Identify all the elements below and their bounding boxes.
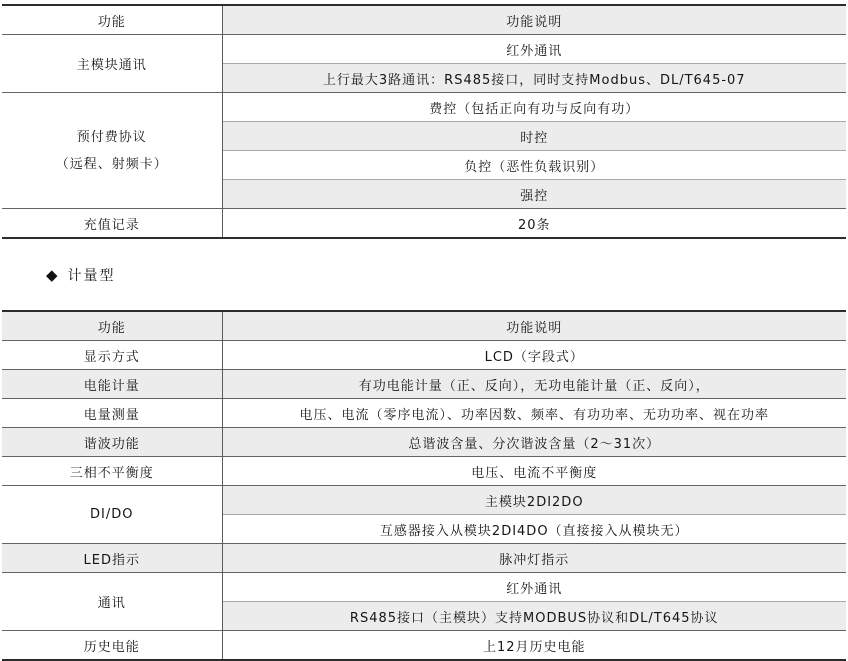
description-cell: 费控（包括正向有功与反向有功） (222, 93, 846, 122)
description-cell: 电压、电流不平衡度 (222, 457, 846, 486)
function-cell-three-phase-unbalance: 三相不平衡度 (2, 457, 222, 486)
description-header-cell: 功能说明 (222, 5, 846, 35)
section-title: 计量型 (67, 267, 116, 284)
description-cell: 红外通讯 (222, 573, 846, 602)
function-cell-di-do: DI/DO (2, 486, 222, 544)
table-row (2, 428, 846, 457)
description-cell: 脉冲灯指示 (222, 544, 846, 573)
table-row (2, 399, 846, 428)
description-cell: 互感器接入从模块2DI4DO（直接接入从模块无） (222, 515, 846, 544)
function-cell-led-indicator: LED指示 (2, 544, 222, 573)
function-cell-electric-measurement: 电量测量 (2, 399, 222, 428)
function-cell-harmonic: 谐波功能 (2, 428, 222, 457)
prepaid-spec-table (2, 4, 846, 239)
description-cell: 电压、电流（零序电流）、功率因数、频率、有功功率、无功功率、视在功率 (222, 399, 846, 428)
table-row (2, 573, 846, 602)
description-cell: 强控 (222, 180, 846, 209)
description-cell: LCD（字段式） (222, 341, 846, 370)
metering-spec-table (2, 310, 846, 661)
table-row (2, 370, 846, 399)
description-cell: RS485接口（主模块）支持MODBUS协议和DL/T645协议 (222, 602, 846, 631)
description-cell: 有功电能计量（正、反向），无功电能计量（正、反向）， (222, 370, 846, 399)
table-row (2, 209, 846, 239)
function-cell-historical-energy: 历史电能 (2, 631, 222, 661)
function-cell-communication: 通讯 (2, 573, 222, 631)
description-header-cell: 功能说明 (222, 311, 846, 341)
description-cell: 总谐波含量、分次谐波含量（2～31次） (222, 428, 846, 457)
table-header-row (2, 311, 846, 341)
table-row (2, 544, 846, 573)
function-header-cell: 功能 (2, 311, 222, 341)
table-header-row (2, 5, 846, 35)
table-row (2, 35, 846, 64)
description-cell: 主模块2DI2DO (222, 486, 846, 515)
diamond-bullet-icon: ◆ (46, 265, 58, 284)
function-cell-line1: 预付费协议 (76, 129, 147, 145)
description-cell: 负控（恶性负载识别） (222, 151, 846, 180)
function-cell-energy-metering: 电能计量 (2, 370, 222, 399)
section-heading-metering-type (46, 266, 848, 283)
function-cell-recharge-record: 充值记录 (2, 209, 222, 239)
description-cell: 时控 (222, 122, 846, 151)
table-row (2, 93, 846, 122)
function-cell-main-module-comm: 主模块通讯 (2, 35, 222, 93)
description-cell: 20条 (222, 209, 846, 239)
table-row (2, 631, 846, 661)
function-cell-line2: （远程、射频卡） (55, 156, 168, 172)
description-cell: 上行最大3路通讯：RS485接口，同时支持Modbus、DL/T645-07 (222, 64, 846, 93)
description-cell: 红外通讯 (222, 35, 846, 64)
table-row (2, 457, 846, 486)
function-header-cell: 功能 (2, 5, 222, 35)
function-cell-prepaid-protocol (2, 93, 222, 209)
table-row (2, 341, 846, 370)
table-row (2, 486, 846, 515)
function-cell-display-mode: 显示方式 (2, 341, 222, 370)
description-cell: 上12月历史电能 (222, 631, 846, 661)
